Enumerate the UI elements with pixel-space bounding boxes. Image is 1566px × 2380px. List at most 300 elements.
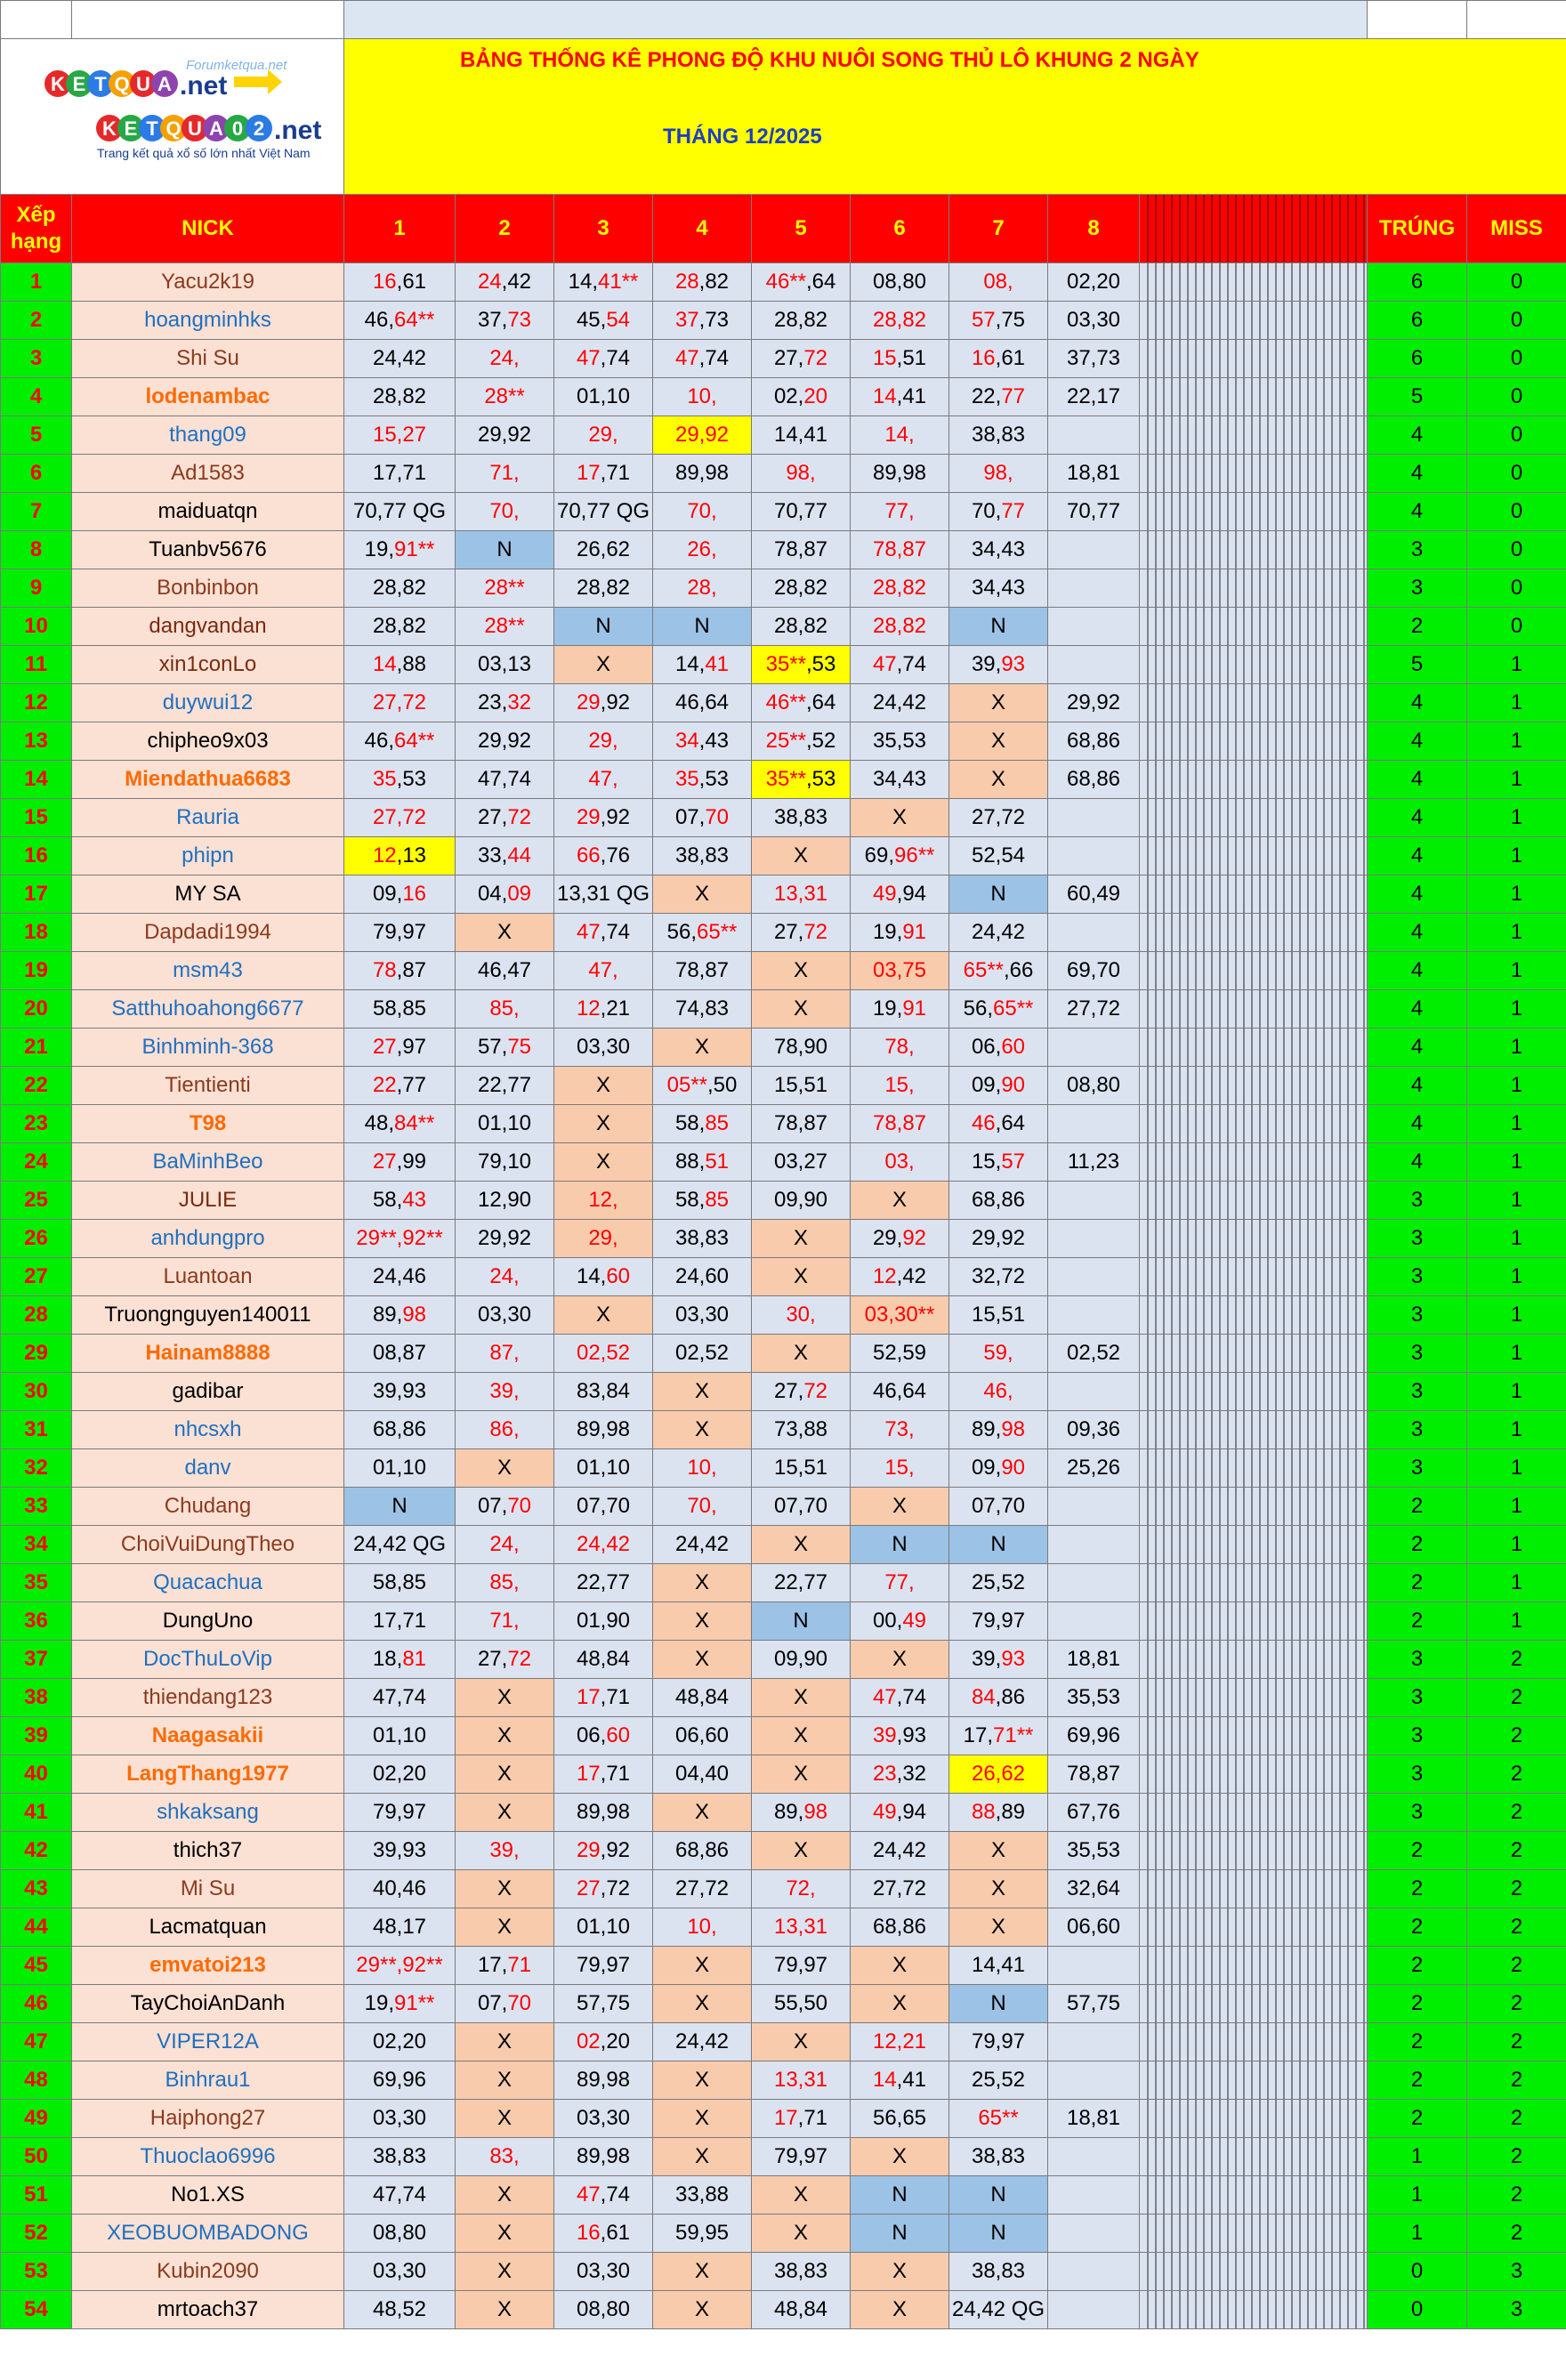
day-6-cell xyxy=(851,722,949,761)
cell-value: 09 xyxy=(507,882,532,906)
gap-cell xyxy=(1140,952,1368,990)
table-row xyxy=(1,2291,1566,2329)
rank-cell: 39 xyxy=(1,1717,72,1755)
day-3-cell xyxy=(554,2138,653,2176)
cell-value: 05** xyxy=(666,1073,707,1097)
cell-value: X xyxy=(793,958,808,982)
cell-value: 27 xyxy=(576,1876,601,1900)
day-3-cell xyxy=(554,2253,653,2291)
cell-value: X xyxy=(496,2297,512,2321)
day-4-cell xyxy=(653,1029,752,1067)
day-4-cell xyxy=(653,837,752,875)
cell-value: 16 xyxy=(971,346,996,370)
cell-value: X xyxy=(793,1532,808,1556)
cell-value: ,86 xyxy=(995,1685,1026,1709)
gap-cell xyxy=(1140,1335,1368,1373)
cell-value: 39, xyxy=(971,652,1002,676)
cell-value: 22 xyxy=(372,1073,397,1097)
cell-value: X xyxy=(694,1035,709,1059)
cell-value: 15, xyxy=(971,1150,1002,1174)
cell-value: 96** xyxy=(894,843,935,867)
trung-cell: 6 xyxy=(1368,340,1467,378)
day-8-cell xyxy=(1048,416,1140,455)
day-4-cell xyxy=(653,569,752,608)
cell-value: ,71 xyxy=(600,1762,631,1786)
miss-cell: 1 xyxy=(1467,1564,1566,1602)
day-3-cell xyxy=(554,493,653,531)
day-4-cell xyxy=(653,1717,752,1755)
miss-cell: 1 xyxy=(1467,837,1566,875)
cell-value: 03,30** xyxy=(864,1303,935,1327)
cell-value: 57,75 xyxy=(576,1991,631,2015)
day-4-cell xyxy=(653,2138,752,2176)
day-8-cell xyxy=(1048,1679,1140,1717)
cell-value: 32 xyxy=(507,690,532,714)
cell-value: N xyxy=(496,537,513,561)
svg-text:U: U xyxy=(136,73,150,95)
cell-value: 57,75 xyxy=(1066,1991,1121,2015)
cell-value: 14,41 xyxy=(773,423,828,447)
cell-value: 24,42 xyxy=(971,920,1026,944)
miss-cell: 1 xyxy=(1467,1335,1566,1373)
day-3-cell xyxy=(554,722,653,761)
cell-value: 59, xyxy=(983,1341,1013,1365)
trung-cell: 3 xyxy=(1368,1182,1467,1220)
day-7-cell xyxy=(949,2253,1048,2291)
cell-value: X xyxy=(793,1723,808,1747)
cell-value: 56,65 xyxy=(872,2106,927,2130)
cell-value: 77, xyxy=(884,1570,915,1594)
day-6-cell xyxy=(851,1526,949,1564)
day-1-cell xyxy=(344,1335,456,1373)
day-2-cell xyxy=(456,1908,554,1947)
gap-cell xyxy=(1140,1602,1368,1641)
cell-value: 70,77 xyxy=(1066,499,1121,523)
day-8-cell xyxy=(1048,1258,1140,1296)
day-4-cell xyxy=(653,1067,752,1105)
cell-value: 24,42 QG xyxy=(352,1532,447,1556)
cell-value: 29,92 xyxy=(971,1226,1026,1250)
day-3-cell xyxy=(554,1526,653,1564)
day-4-cell xyxy=(653,1564,752,1602)
cell-value: 69,96 xyxy=(1066,1723,1121,1747)
cell-value: N xyxy=(990,1991,1006,2015)
trung-cell: 3 xyxy=(1368,1717,1467,1755)
cell-value: N xyxy=(694,614,710,638)
cell-value: 07, xyxy=(477,1494,508,1518)
cell-value: 83, xyxy=(489,2144,520,2168)
cell-value: X xyxy=(990,690,1005,714)
day-2-cell xyxy=(456,2061,554,2100)
day-1-cell xyxy=(344,1908,456,1947)
day-2-cell xyxy=(456,1143,554,1182)
rank-cell: 25 xyxy=(1,1182,72,1220)
cell-value: 39,93 xyxy=(372,1838,427,1862)
day-5-cell xyxy=(752,1143,851,1182)
cell-value: 38,83 xyxy=(971,2144,1026,2168)
miss-cell: 1 xyxy=(1467,1296,1566,1335)
day-5-cell xyxy=(752,914,851,952)
rank-cell: 54 xyxy=(1,2291,72,2329)
cell-value: 22, xyxy=(971,384,1002,408)
day-6-cell xyxy=(851,2291,949,2329)
day-8-cell xyxy=(1048,2215,1140,2253)
trung-cell: 4 xyxy=(1368,990,1467,1029)
day-6-cell xyxy=(851,1067,949,1105)
day-5-cell xyxy=(752,2100,851,2138)
day-1-cell xyxy=(344,799,456,837)
day-6-cell xyxy=(851,531,949,569)
cell-value: ,89 xyxy=(995,1800,1026,1824)
cell-value: 34,43 xyxy=(971,576,1026,600)
cell-value: 68,86 xyxy=(872,1915,927,1939)
day-5-cell xyxy=(752,990,851,1029)
trung-cell: 0 xyxy=(1368,2253,1467,2291)
day-2-cell xyxy=(456,2100,554,2138)
day-2-cell xyxy=(456,1182,554,1220)
day-8-cell xyxy=(1048,1296,1140,1335)
nick-cell: Satthuhoahong6677 xyxy=(72,990,344,1029)
day-6-cell xyxy=(851,2215,949,2253)
nick-cell: Truongnguyen140011 xyxy=(72,1296,344,1335)
cell-value: 27,72 xyxy=(372,690,427,714)
cell-value: ,53 xyxy=(806,652,836,676)
cell-value: ,42 xyxy=(896,1264,927,1288)
day-5-cell xyxy=(752,1870,851,1908)
day-8-cell xyxy=(1048,1564,1140,1602)
day-8-cell xyxy=(1048,761,1140,799)
day-3-cell xyxy=(554,1794,653,1832)
day-8-cell xyxy=(1048,1641,1140,1679)
day-8-cell xyxy=(1048,1947,1140,1985)
cell-value: X xyxy=(990,1876,1005,1900)
day-8-cell xyxy=(1048,1488,1140,1526)
day-2-cell xyxy=(456,1564,554,1602)
cell-value: 89,98 xyxy=(576,2068,631,2092)
miss-cell: 1 xyxy=(1467,952,1566,990)
trung-cell: 4 xyxy=(1368,493,1467,531)
cell-value: 60 xyxy=(606,1264,631,1288)
cell-value: 68,86 xyxy=(971,1188,1026,1212)
trung-cell: 3 xyxy=(1368,569,1467,608)
header-day-2: 2 xyxy=(456,195,554,263)
cell-value: N xyxy=(892,2182,908,2207)
gap-cell xyxy=(1140,2138,1368,2176)
cell-value: X xyxy=(793,1762,808,1786)
day-3-cell xyxy=(554,1373,653,1411)
cell-value: 71** xyxy=(993,1723,1034,1747)
cell-value: 07,70 xyxy=(576,1494,631,1518)
miss-cell: 1 xyxy=(1467,1067,1566,1105)
cell-value: 06,60 xyxy=(674,1723,730,1747)
day-7-cell xyxy=(949,1755,1048,1794)
cell-value: 78, xyxy=(884,1035,915,1059)
day-6-cell xyxy=(851,761,949,799)
table-row xyxy=(1,263,1566,302)
cell-value: 29,92 xyxy=(477,729,532,753)
cell-value: 47, xyxy=(588,767,618,791)
cell-value: 72 xyxy=(803,1379,828,1403)
day-1-cell xyxy=(344,1220,456,1258)
table-row xyxy=(1,2138,1566,2176)
day-7-cell xyxy=(949,1067,1048,1105)
rank-cell: 6 xyxy=(1,455,72,493)
gap-cell xyxy=(1140,1105,1368,1143)
rank-cell: 9 xyxy=(1,569,72,608)
day-5-cell xyxy=(752,569,851,608)
cell-value: 09,90 xyxy=(773,1188,828,1212)
cell-value: 19, xyxy=(364,1991,394,2015)
cell-value: 13,31 xyxy=(773,1915,828,1939)
day-7-cell xyxy=(949,455,1048,493)
day-7-cell xyxy=(949,378,1048,416)
cell-value: 22,77 xyxy=(477,1073,532,1097)
cell-value: ,71 xyxy=(600,461,631,485)
cell-value: 64** xyxy=(394,308,435,332)
day-1-cell xyxy=(344,1602,456,1641)
day-5-cell xyxy=(752,1564,851,1602)
gap-cell xyxy=(1140,1029,1368,1067)
cell-value: X xyxy=(496,1800,512,1824)
day-5-cell xyxy=(752,1985,851,2023)
cell-value: 29,92 xyxy=(1066,690,1121,714)
day-4-cell xyxy=(653,1449,752,1488)
cell-value: 29, xyxy=(872,1226,903,1250)
gap-cell xyxy=(1140,1296,1368,1335)
cell-value: 25,52 xyxy=(971,1570,1026,1594)
cell-value: 29,92 xyxy=(674,423,730,447)
cell-value: 68,86 xyxy=(1066,767,1121,791)
rank-cell: 13 xyxy=(1,722,72,761)
day-6-cell xyxy=(851,1717,949,1755)
cell-value: 28,82 xyxy=(872,576,927,600)
cell-value: N xyxy=(990,614,1006,638)
cell-value: ,41 xyxy=(896,384,927,408)
cell-value: 12,90 xyxy=(477,1188,532,1212)
gap-cell xyxy=(1140,302,1368,340)
day-6-cell xyxy=(851,2061,949,2100)
cell-value: ,51 xyxy=(896,346,927,370)
cell-value: 47 xyxy=(872,652,897,676)
trung-cell: 2 xyxy=(1368,1564,1467,1602)
cell-value: 47 xyxy=(674,346,699,370)
day-8-cell xyxy=(1048,263,1140,302)
cell-value: 92 xyxy=(902,1226,927,1250)
day-2-cell xyxy=(456,1717,554,1755)
rank-cell: 53 xyxy=(1,2253,72,2291)
table-row xyxy=(1,1947,1566,1985)
day-3-cell xyxy=(554,608,653,646)
day-5-cell xyxy=(752,455,851,493)
day-8-cell xyxy=(1048,1908,1140,1947)
nick-cell: dangvandan xyxy=(72,608,344,646)
day-6-cell xyxy=(851,340,949,378)
day-5-cell xyxy=(752,1449,851,1488)
day-5-cell xyxy=(752,1258,851,1296)
day-6-cell xyxy=(851,1182,949,1220)
day-1-cell xyxy=(344,1296,456,1335)
trung-cell: 4 xyxy=(1368,799,1467,837)
day-5-cell xyxy=(752,608,851,646)
cell-value: 08,80 xyxy=(872,270,927,294)
gap-cell xyxy=(1140,1985,1368,2023)
table-row xyxy=(1,1449,1566,1488)
trung-cell: 3 xyxy=(1368,1258,1467,1296)
cell-value: 17,71 xyxy=(372,461,427,485)
day-7-cell xyxy=(949,1602,1048,1641)
cell-value: 39 xyxy=(872,1723,897,1747)
rank-cell: 4 xyxy=(1,378,72,416)
table-row xyxy=(1,1526,1566,1564)
cell-value: 89, xyxy=(971,1417,1002,1441)
day-5-cell xyxy=(752,1296,851,1335)
cell-value: 78,87 xyxy=(674,958,730,982)
cell-value: X xyxy=(990,729,1005,753)
cell-value: ,73 xyxy=(698,308,730,332)
day-7-cell xyxy=(949,2023,1048,2061)
day-3-cell xyxy=(554,1602,653,1641)
miss-cell: 1 xyxy=(1467,1488,1566,1526)
day-7-cell xyxy=(949,2176,1048,2215)
rank-cell: 41 xyxy=(1,1794,72,1832)
day-2-cell xyxy=(456,1105,554,1143)
day-4-cell xyxy=(653,2253,752,2291)
day-7-cell xyxy=(949,1182,1048,1220)
day-6-cell xyxy=(851,1296,949,1335)
day-3-cell xyxy=(554,1182,653,1220)
cell-value: X xyxy=(496,2259,512,2283)
cell-value: 55,50 xyxy=(773,1991,828,2015)
nick-cell: gadibar xyxy=(72,1373,344,1411)
cell-value: 73,88 xyxy=(773,1417,828,1441)
day-2-cell xyxy=(456,2291,554,2329)
rank-cell: 36 xyxy=(1,1602,72,1641)
rank-cell: 43 xyxy=(1,1870,72,1908)
cell-value: 70,77 QG xyxy=(352,499,447,523)
cell-value: X xyxy=(496,2029,512,2053)
cell-value: 02,52 xyxy=(674,1341,730,1365)
table-row xyxy=(1,1143,1566,1182)
cell-value: 27,72 xyxy=(1066,996,1121,1021)
day-2-cell xyxy=(456,608,554,646)
miss-cell: 2 xyxy=(1467,2176,1566,2215)
day-5-cell xyxy=(752,1602,851,1641)
cell-value: 49 xyxy=(872,882,897,906)
cell-value: 60 xyxy=(1001,1035,1026,1059)
cell-value: ,87 xyxy=(396,958,427,982)
cell-value: ,43 xyxy=(698,729,730,753)
cell-value: ,61 xyxy=(995,346,1026,370)
cell-value: X xyxy=(496,1762,512,1786)
miss-cell: 1 xyxy=(1467,684,1566,722)
cell-value: 18,81 xyxy=(1066,461,1121,485)
cell-value: ,74 xyxy=(600,920,631,944)
cell-value: N xyxy=(793,1609,809,1633)
day-1-cell xyxy=(344,837,456,875)
day-6-cell xyxy=(851,2138,949,2176)
day-2-cell xyxy=(456,1947,554,1985)
cell-value: 72, xyxy=(786,1876,816,1900)
cell-value: 17 xyxy=(576,1685,601,1709)
day-4-cell xyxy=(653,1679,752,1717)
cell-value: 47,74 xyxy=(372,1685,427,1709)
cell-value: ,82 xyxy=(698,270,730,294)
day-1-cell xyxy=(344,952,456,990)
rank-cell: 19 xyxy=(1,952,72,990)
cell-value: 58,85 xyxy=(372,996,427,1021)
cell-value: X xyxy=(694,2144,709,2168)
cell-value: 07,70 xyxy=(971,1494,1026,1518)
cell-value: X xyxy=(793,843,808,867)
nick-cell: anhdungpro xyxy=(72,1220,344,1258)
table-row xyxy=(1,914,1566,952)
day-8-cell xyxy=(1048,914,1140,952)
day-4-cell xyxy=(653,378,752,416)
day-7-cell xyxy=(949,914,1048,952)
rank-cell: 40 xyxy=(1,1755,72,1794)
day-3-cell xyxy=(554,1947,653,1985)
day-6-cell xyxy=(851,302,949,340)
cell-value: 70, xyxy=(489,499,520,523)
gap-cell xyxy=(1140,1526,1368,1564)
miss-cell: 1 xyxy=(1467,761,1566,799)
day-5-cell xyxy=(752,1526,851,1564)
cell-value: 70,77 QG xyxy=(556,499,650,523)
day-1-cell xyxy=(344,1411,456,1449)
nick-cell: LangThang1977 xyxy=(72,1755,344,1794)
banner-row xyxy=(1,39,1566,195)
cell-value: 69, xyxy=(864,843,894,867)
cell-value: 01,10 xyxy=(576,1456,631,1480)
gap-cell xyxy=(1140,914,1368,952)
day-4-cell xyxy=(653,1908,752,1947)
gap-cell xyxy=(1140,1449,1368,1488)
day-1-cell xyxy=(344,1488,456,1526)
day-5-cell xyxy=(752,1947,851,1985)
day-3-cell xyxy=(554,684,653,722)
day-6-cell xyxy=(851,1870,949,1908)
day-3-cell xyxy=(554,1335,653,1373)
gap-cell xyxy=(1140,455,1368,493)
table-row xyxy=(1,1067,1566,1105)
day-7-cell xyxy=(949,2291,1048,2329)
day-5-cell xyxy=(752,1832,851,1870)
nick-cell: thich37 xyxy=(72,1832,344,1870)
rank-cell: 2 xyxy=(1,302,72,340)
day-4-cell xyxy=(653,2061,752,2100)
rank-cell: 44 xyxy=(1,1908,72,1947)
miss-cell: 0 xyxy=(1467,340,1566,378)
day-2-cell xyxy=(456,378,554,416)
svg-text:A: A xyxy=(209,117,223,140)
day-6-cell xyxy=(851,646,949,684)
cell-value: X xyxy=(496,2221,512,2245)
page-title: BẢNG THỐNG KÊ PHONG ĐỘ KHU NUÔI SONG THỦ LÔ KHUNG 2 NGÀY xyxy=(460,48,1199,72)
cell-value: 18,81 xyxy=(1066,2106,1121,2130)
day-2-cell xyxy=(456,1373,554,1411)
cell-value: 98 xyxy=(1001,1417,1026,1441)
day-2-cell xyxy=(456,875,554,914)
nick-cell: maiduatqn xyxy=(72,493,344,531)
cell-value: 06, xyxy=(576,1723,607,1747)
cell-value: 34 xyxy=(674,729,699,753)
rank-cell: 24 xyxy=(1,1143,72,1182)
day-4-cell xyxy=(653,531,752,569)
day-4-cell xyxy=(653,263,752,302)
day-3-cell xyxy=(554,1143,653,1182)
cell-value: 58, xyxy=(674,1111,706,1135)
day-8-cell xyxy=(1048,1602,1140,1641)
